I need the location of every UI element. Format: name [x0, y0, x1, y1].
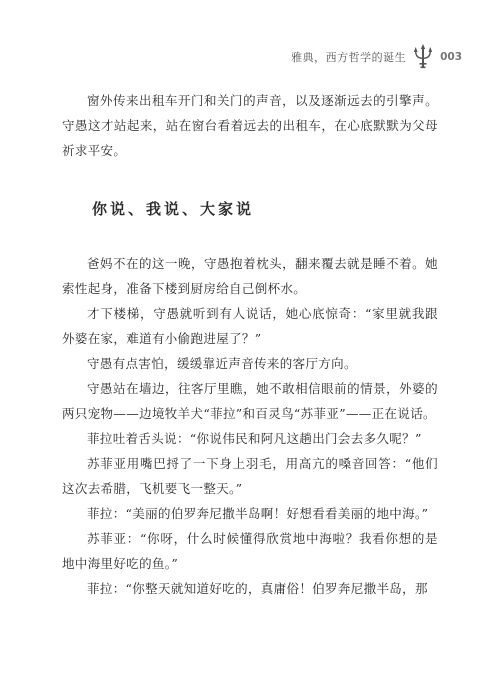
- paragraph: 菲拉吐着舌头说：“你说伟民和阿凡这趟出门会去多久呢？”: [87, 431, 422, 446]
- paragraph: 爸妈不在的这一晚，守愚抱着枕头，翻来覆去就是睡不着。她索性起身，准备下楼到厨房给自己倒杯水。: [62, 256, 438, 296]
- paragraph: 苏菲亚：“你呀，什么时候懂得欣赏地中海啦？我看你想的是地中海里好吃的鱼。”: [62, 531, 438, 571]
- paragraph: 菲拉：“美丽的伯罗奔尼撒半岛啊！好想看看美丽的地中海。”: [87, 506, 429, 521]
- page-number: 003: [440, 51, 462, 63]
- paragraph: 才下楼梯，守愚就听到有人说话，她心底惊奇：“家里就我跟外婆在家，难道有小偷跑进屋了？”: [62, 306, 438, 346]
- section-heading: 你说、我说、大家说: [92, 200, 255, 218]
- paragraph: 苏菲亚用嘴巴捋了一下身上羽毛，用高亢的嗓音回答：“他们这次去希腊，飞机要飞一整天。”: [62, 456, 438, 496]
- paragraph: 菲拉：“你整天就知道好吃的，真庸俗！伯罗奔尼撒半岛，那: [87, 581, 428, 596]
- running-header: [291, 44, 462, 70]
- trident-icon: [412, 44, 434, 70]
- page-body: [62, 88, 438, 601]
- paragraph: 窗外传来出租车开门和关门的声音，以及逐渐远去的引擎声。守愚这才站起来，站在窗台看着远去的出租车，在心底默默为父母祈求平安。: [62, 93, 438, 158]
- chapter-title: 雅典，西方哲学的诞生: [291, 51, 407, 64]
- paragraph: 守愚站在墙边，往客厅里瞧，她不敢相信眼前的情景，外婆的两只宠物——边境牧羊犬“菲拉”和百灵鸟“苏菲亚”——正在说话。: [62, 381, 438, 421]
- paragraph: 守愚有点害怕，缓缓靠近声音传来的客厅方向。: [87, 356, 357, 371]
